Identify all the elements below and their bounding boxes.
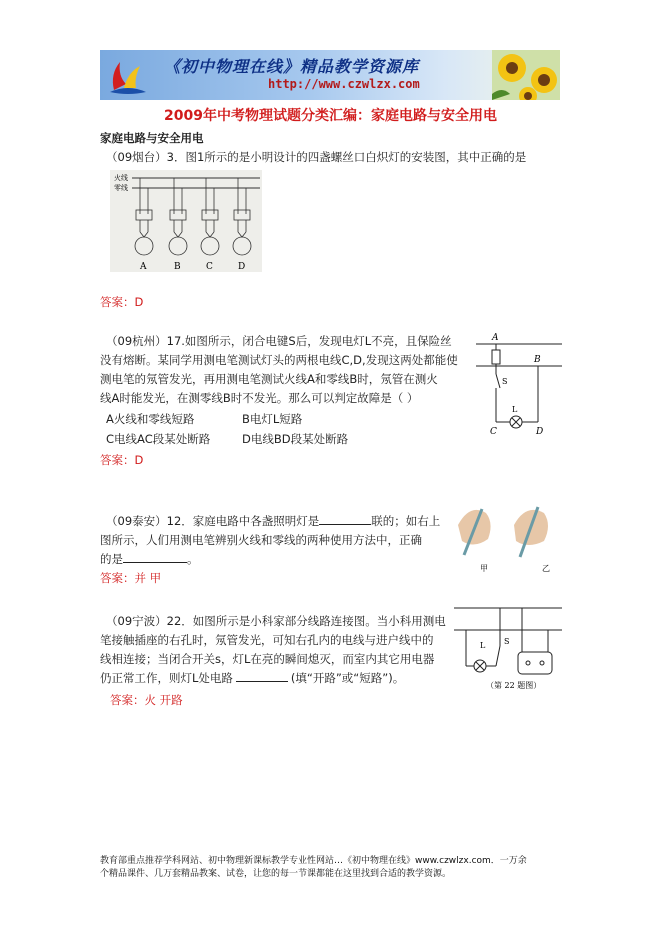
q1-lamp-diagram: [110, 170, 262, 272]
q3-tester-photo: [454, 495, 566, 579]
q3-line-3-post: 。: [187, 552, 199, 566]
q2-option-c: C电线AC段某处断路: [106, 432, 211, 446]
q2-option-d: D电线BD段某处断路: [242, 432, 349, 446]
q2-line-3: 测电笔的氖管发光，再用测电笔测试火线A和零线B时，氖管在测火: [100, 372, 438, 386]
q1-text: （09烟台）3．图1所示的是小明设计的四盏螺丝口白炽灯的安装图，其中正确的是: [106, 150, 527, 164]
q3-blank-1: [319, 512, 371, 525]
svg-text:（第 22 题图）: （第 22 题图）: [486, 681, 542, 690]
svg-text:火线: 火线: [114, 174, 128, 182]
svg-text:B: B: [174, 262, 181, 272]
q4-line-4-pre: 仍正常工作，则灯L处电路: [100, 671, 233, 685]
q4-line-4: [100, 669, 404, 688]
q2-line-4: 线A时能发光，在测零线B时不发光。那么可以判定故障是（ ）: [100, 391, 419, 405]
q4-line-3: 线相连接；当闭合开关s，灯L在亮的瞬间熄灭，而室内其它用电器: [100, 652, 435, 666]
svg-text:C: C: [490, 427, 497, 437]
q3-line-1: [106, 512, 440, 531]
section-heading: 家庭电路与安全用电: [100, 131, 204, 145]
svg-text:零线: 零线: [114, 184, 128, 192]
q3-blank-2: [123, 550, 187, 563]
q2-option-a: A火线和零线短路: [106, 412, 195, 426]
svg-text:L: L: [512, 405, 518, 414]
footer-note: [100, 855, 570, 881]
svg-text:D: D: [238, 262, 246, 272]
footer-line-1: 教育部重点推荐学科网站、初中物理新课标教学专业性网站…《初中物理在线》www.czwlzx.com．一万余: [100, 856, 527, 866]
q3-answer: 答案：并 甲: [100, 571, 162, 585]
q4-answer: 答案：火 开路: [110, 693, 183, 707]
svg-text:S: S: [502, 377, 508, 386]
svg-text:A: A: [492, 333, 499, 343]
site-url: http://www.czwlzx.com: [268, 77, 420, 91]
q2-option-b: B电灯L短路: [242, 412, 303, 426]
svg-text:A: A: [140, 262, 147, 272]
q4-line-4-post: (填“开路”或“短路”)。: [290, 671, 405, 685]
q2-circuit-diagram: [476, 330, 566, 440]
svg-text:乙: 乙: [542, 564, 550, 573]
q2-line-1: （09杭州）17.如图所示，闭合电键S后，发现电灯L不亮，且保险丝: [106, 334, 452, 348]
q3-line-1-pre: （09泰安）12．家庭电路中各盏照明灯是: [106, 514, 320, 528]
svg-text:L: L: [480, 641, 486, 650]
q3-line-3-pre: 的是: [100, 552, 123, 566]
document-title: 2009年中考物理试题分类汇编：家庭电路与安全用电: [164, 108, 497, 124]
q3-line-1-post: 联的；如右上: [371, 514, 441, 528]
svg-text:B: B: [534, 355, 541, 365]
q4-wiring-diagram: [452, 602, 564, 692]
q4-line-2: 笔接触插座的右孔时，氖管发光，可知右孔内的电线与进户线中的: [100, 633, 434, 647]
q4-line-1: （09宁波）22．如图所示是小科家部分线路连接图。当小科用测电: [106, 614, 446, 628]
q3-line-3: [100, 550, 199, 569]
svg-text:C: C: [206, 262, 213, 272]
q1-answer: 答案：D: [100, 295, 144, 309]
header-banner: [100, 50, 560, 100]
svg-text:S: S: [504, 637, 510, 646]
site-logo-icon: [106, 54, 150, 96]
site-title: 《初中物理在线》精品教学资源库: [164, 57, 420, 76]
q4-blank: [236, 669, 288, 682]
q2-line-2: 没有熔断。某同学用测电笔测试灯头的两根电线C,D,发现这两处都能使: [100, 353, 458, 367]
footer-line-2: 个精品课件、几万套精品教案、试卷，让您的每一节课都能在这里找到合适的教学资源。: [100, 869, 452, 879]
q3-line-2: 图所示，人们用测电笔辨别火线和零线的两种使用方法中，正确: [100, 533, 422, 547]
q2-answer: 答案：D: [100, 453, 144, 467]
svg-text:甲: 甲: [480, 564, 488, 573]
sunflower-icon: [492, 50, 560, 100]
svg-text:D: D: [536, 427, 544, 437]
